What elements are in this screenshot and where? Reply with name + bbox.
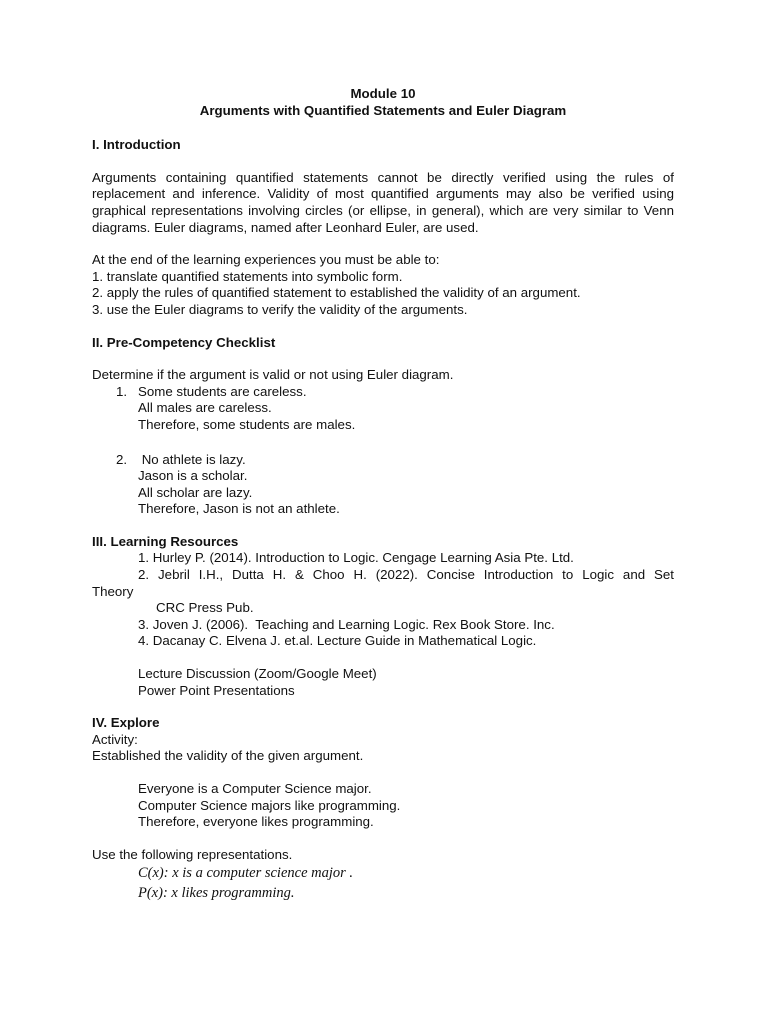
- resource-item-continued: Theory: [92, 583, 134, 599]
- activity-label: Activity:: [92, 731, 138, 747]
- explore-heading: IV. Explore: [92, 715, 160, 731]
- item-line: Jason is a scholar.: [138, 468, 248, 484]
- item-number: 2.: [116, 451, 128, 467]
- document-page: [92, 86, 674, 903]
- item-line: Therefore, Jason is not an athlete.: [138, 501, 340, 517]
- representation-formula: P(x): x likes programming.: [138, 885, 295, 902]
- checklist-lead: Determine if the argument is valid or not using Euler diagram.: [92, 367, 454, 383]
- resource-extra: Power Point Presentations: [138, 682, 295, 698]
- objective-item: 1. translate quantified statements into symbolic form.: [92, 268, 403, 284]
- argument-line: Everyone is a Computer Science major.: [138, 781, 372, 796]
- representation-formula: C(x): x is a computer science major .: [138, 865, 354, 882]
- argument-line: Computer Science majors like programming.: [138, 797, 401, 813]
- item-line: All scholar are lazy.: [138, 484, 253, 500]
- representation-lead: Use the following representations.: [92, 846, 293, 862]
- activity-instruction: Established the validity of the given argument.: [92, 748, 364, 764]
- resource-item: 1. Hurley P. (2014). Introduction to Logic. Cengage Learning Asia Pte. Ltd.: [138, 550, 574, 566]
- objective-item: 2. apply the rules of quantified statement to established the validity of an argument.: [92, 285, 581, 301]
- resource-item-continued: CRC Press Pub.: [156, 600, 254, 616]
- introduction-heading: I. Introduction: [92, 137, 181, 153]
- module-number: Module 10: [350, 86, 416, 101]
- objective-item: 3. use the Euler diagrams to verify the validity of the arguments.: [92, 301, 468, 317]
- argument-line: Therefore, everyone likes programming.: [138, 814, 374, 830]
- resources-heading: III. Learning Resources: [92, 533, 239, 549]
- resource-item: 4. Dacanay C. Elvena J. et.al. Lecture Guide in Mathematical Logic.: [138, 633, 537, 649]
- module-title: Arguments with Quantified Statements and Euler Diagram: [199, 102, 567, 118]
- resource-item: 2. Jebril I.H., Dutta H. & Choo H. (2022). Concise Introduction to Logic and Set: [138, 567, 674, 583]
- introduction-paragraph: Arguments containing quantified statements cannot be directly verified using the rules of replacement and inference. Validity of most quantified arguments may also be verified using graphical representations involving circles (or ellipse, in general), which are very similar to Venn diagrams. Euler diagrams, named after Leonhard Euler, are used.: [92, 169, 674, 235]
- item-line: Therefore, some students are males.: [138, 416, 356, 432]
- objectives-lead: At the end of the learning experiences you must be able to:: [92, 252, 440, 268]
- item-line: Some students are careless.: [138, 383, 307, 399]
- resource-extra: Lecture Discussion (Zoom/Google Meet): [138, 666, 377, 682]
- checklist-heading: II. Pre-Competency Checklist: [92, 334, 276, 350]
- item-line: All males are careless.: [138, 400, 272, 416]
- item-number: 1.: [116, 383, 128, 399]
- checklist-item-2: [92, 452, 674, 469]
- resource-item: 3. Joven J. (2006). Teaching and Learning Logic. Rex Book Store. Inc.: [138, 616, 555, 632]
- checklist-item-1: [92, 384, 674, 401]
- item-line: No athlete is lazy.: [138, 451, 246, 467]
